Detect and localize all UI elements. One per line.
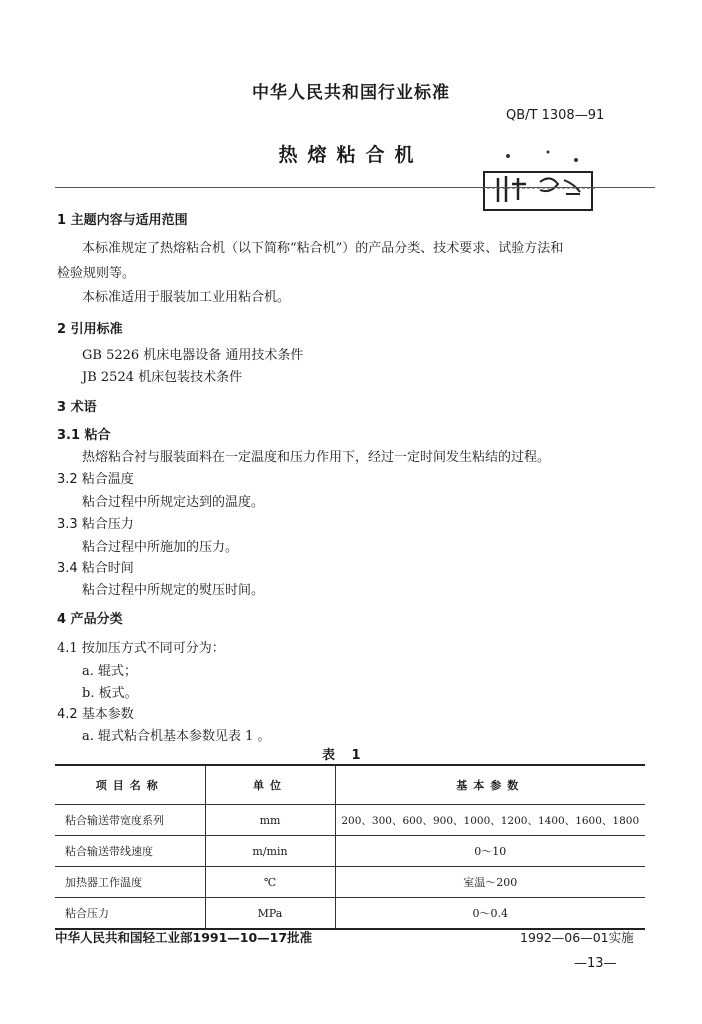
table-cell-item: 粘合压力 [55, 898, 205, 930]
list-item-plate: b. 板式。 [82, 686, 138, 701]
document-title: 热熔粘合机 [278, 144, 424, 166]
parameter-table [55, 764, 645, 930]
reference-jb2524: JB 2524 机床包装技术条件 [82, 370, 243, 385]
term-3-3-definition: 粘合过程中所施加的压力。 [82, 540, 239, 555]
section-3-heading: 3 术语 [57, 400, 97, 415]
term-3-4-definition: 粘合过程中所规定的熨压时间。 [82, 583, 265, 598]
list-item-roller: a. 辊式； [82, 664, 138, 679]
section-1-paragraph-1: 本标准规定了热熔粘合机（以下简称“粘合机”）的产品分类、技术要求、试验方法和 [82, 241, 564, 256]
table-cell-unit: mm [205, 805, 335, 836]
section-2-heading: 2 引用标准 [57, 322, 123, 337]
table-caption: 表 1 [322, 748, 367, 763]
table-cell-item: 加热器工作温度 [55, 867, 205, 898]
section-4-heading: 4 产品分类 [57, 612, 123, 627]
section-1-paragraph-1-cont: 检验规则等。 [57, 266, 136, 281]
table-cell-item: 粘合输送带宽度系列 [55, 805, 205, 836]
reference-gb5226: GB 5226 机床电器设备 通用技术条件 [82, 348, 304, 363]
table-header-row [55, 765, 645, 805]
table-cell-unit: MPa [205, 898, 335, 930]
subsection-4-2-heading: 4.2 基本参数 [57, 707, 134, 722]
effective-date: 1992—06—01实施 [520, 930, 634, 945]
approval-line: 中华人民共和国轻工业部1991—10—17批准 [55, 930, 313, 945]
table-cell-params: 0～0.4 [335, 898, 645, 930]
term-3-1-definition: 热熔粘合衬与服装面料在一定温度和压力作用下，经过一定时间发生粘结的过程。 [82, 450, 551, 465]
table-cell-params: 200、300、600、900、1000、1200、1400、1600、1800 [335, 805, 645, 836]
table-cell-unit: ℃ [205, 867, 335, 898]
table-cell-item: 粘合输送带线速度 [55, 836, 205, 867]
table-cell-params: 0～10 [335, 836, 645, 867]
term-3-4-heading: 3.4 粘合时间 [57, 561, 134, 576]
table-cell-params: 室温～200 [335, 867, 645, 898]
column-header-item: 项目名称 [55, 765, 205, 805]
registration-stamp [478, 142, 596, 214]
column-header-params: 基本参数 [335, 765, 645, 805]
term-3-3-heading: 3.3 粘合压力 [57, 517, 134, 532]
section-1-heading: 1 主题内容与适用范围 [57, 213, 188, 228]
column-header-unit: 单位 [205, 765, 335, 805]
header-title: 中华人民共和国行业标准 [252, 83, 450, 103]
standard-code: QB/T 1308—91 [506, 108, 605, 123]
header-rule [55, 187, 655, 188]
table-row [55, 867, 645, 898]
list-item-roller-params: a. 辊式粘合机基本参数见表 1 。 [82, 729, 271, 744]
term-3-2-heading: 3.2 粘合温度 [57, 472, 134, 487]
subsection-4-1-heading: 4.1 按加压方式不同可分为： [57, 641, 225, 656]
term-3-1-heading: 3.1 粘合 [57, 428, 111, 443]
table-row [55, 836, 645, 867]
section-1-paragraph-2: 本标准适用于服装加工业用粘合机。 [82, 290, 291, 305]
table-row [55, 898, 645, 930]
table-cell-unit: m/min [205, 836, 335, 867]
table-row [55, 805, 645, 836]
page-number: —13— [574, 956, 617, 971]
term-3-2-definition: 粘合过程中所规定达到的温度。 [82, 495, 265, 510]
